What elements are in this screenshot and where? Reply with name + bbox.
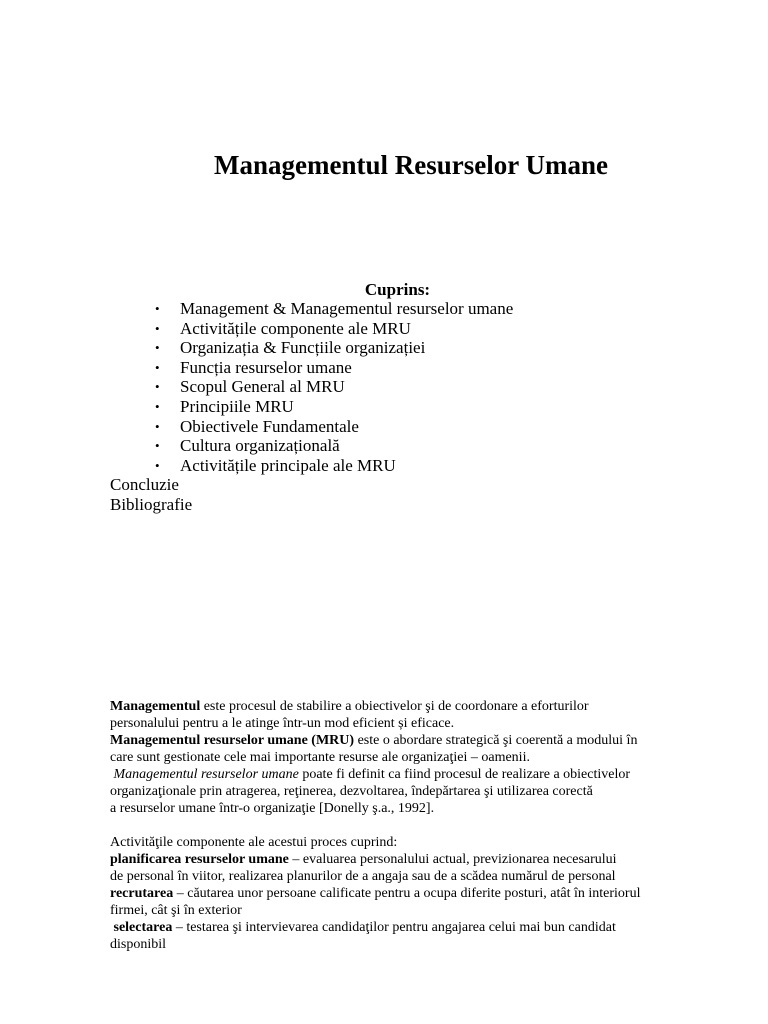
- toc-item: • Management & Managementul resurselor umane: [180, 299, 513, 319]
- text-line: personalului pentru a le atinge într-un mod eficient și eficace.: [110, 716, 455, 731]
- text-line: disponibil: [110, 937, 167, 952]
- text-line: este o abordare strategică şi coerentă a modului în: [354, 733, 638, 748]
- text-line: este procesul de stabilire a obiectivelor şi de coordonare a eforturilor: [200, 699, 589, 714]
- paragraph-recruitment: [110, 885, 710, 902]
- paragraph-gap: [110, 817, 710, 834]
- text-line: de personal în viitor, realizarea planurilor de a angaja sau de a scădea numărul de personal: [110, 869, 616, 884]
- text-line: – testarea şi intervievarea candidaţilor pentru angajarea celui mai bun candidat: [172, 920, 616, 935]
- paragraph-planning: [110, 851, 710, 868]
- paragraph-mru: [110, 732, 710, 749]
- toc-item: • Activitățile componente ale MRU: [180, 319, 513, 339]
- toc-item: • Scopul General al MRU: [180, 377, 513, 397]
- term-mru-italic: Managementul resurselor umane: [113, 767, 299, 782]
- text-line: care sunt gestionate cele mai importante resurse ale organizaţiei – oamenii.: [110, 750, 530, 765]
- toc-item: • Principiile MRU: [180, 397, 513, 417]
- toc-list: [180, 299, 513, 475]
- paragraph-selection: [110, 919, 710, 936]
- text-line: poate fi definit ca fiind procesul de realizare a obiectivelor: [298, 767, 631, 782]
- paragraph-management: [110, 698, 710, 715]
- body-text: [110, 698, 710, 953]
- toc-item: • Obiectivele Fundamentale: [180, 417, 513, 437]
- toc-item: • Funcția resurselor umane: [180, 358, 513, 378]
- term-management: Managementul: [110, 699, 201, 714]
- toc-extra: [110, 475, 192, 514]
- paragraph-activities: Activităţile componente ale acestui proces cuprind:: [110, 835, 398, 850]
- text-line: firmei, cât şi în exterior: [110, 903, 242, 918]
- toc-bibliography: Bibliografie: [110, 494, 193, 514]
- text-line: – căutarea unor persoane calificate pentru a ocupa diferite posturi, atât în interiorul: [173, 886, 641, 901]
- toc-item: • Cultura organizațională: [180, 436, 513, 456]
- term-mru: Managementul resurselor umane (MRU): [110, 733, 355, 748]
- toc-heading: Cuprins:: [364, 280, 431, 299]
- document-title: Managementul Resurselor Umane: [214, 150, 608, 180]
- term-recruitment: recrutarea: [110, 886, 174, 901]
- term-selection: selectarea: [113, 920, 173, 935]
- toc-item: • Organizația & Funcțiile organizației: [180, 338, 513, 358]
- toc-conclusion: Concluzie: [110, 475, 179, 494]
- text-line: – evaluarea personalului actual, previzionarea necesarului: [288, 852, 617, 867]
- text-line: a resurselor umane într-o organizaţie [Donelly ş.a., 1992].: [110, 801, 435, 816]
- paragraph-definition: [110, 766, 710, 783]
- term-planning: planificarea resurselor umane: [110, 852, 289, 867]
- toc-item: • Activitățile principale ale MRU: [180, 456, 513, 476]
- text-line: organizaţionale prin atragerea, reţinerea, dezvoltarea, îndepărtarea şi utilizarea corectă: [110, 784, 593, 799]
